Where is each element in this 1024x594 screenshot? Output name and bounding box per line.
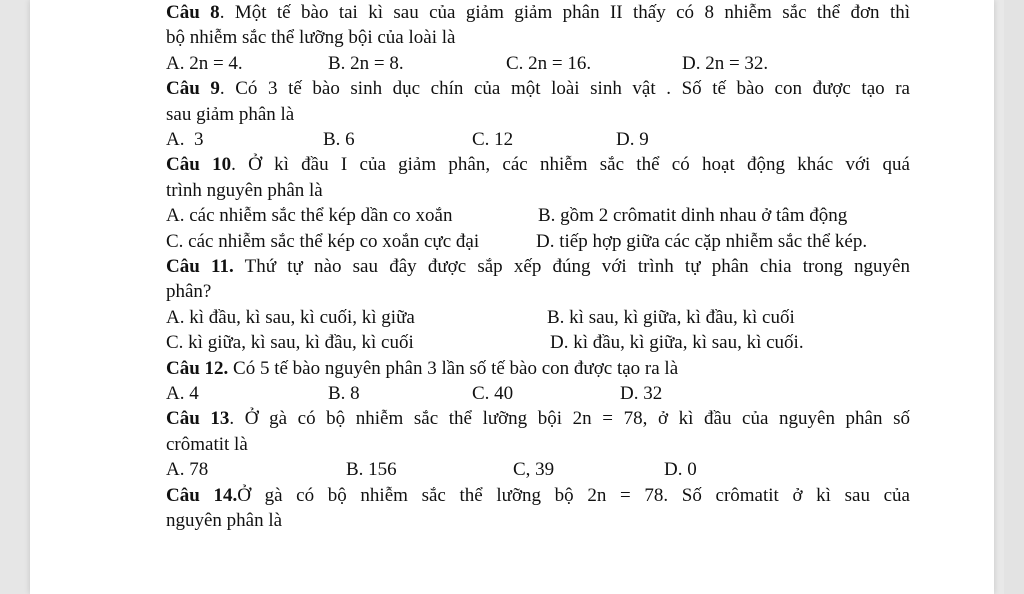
- question-12-text-1: Có 5 tế bào nguyên phân 3 lần số tế bào con được tạo ra là: [228, 357, 679, 379]
- question-12: [166, 356, 910, 407]
- option-a: A. các nhiễm sắc thể kép dần co xoắn: [166, 205, 453, 227]
- question-14-text-1: Ở gà có bộ nhiễm sắc thể lưỡng bộ 2n = 78. Số crômatit ở kì sau của: [237, 484, 910, 506]
- question-11-options-row-1: [166, 305, 910, 330]
- question-12-options: [166, 381, 910, 406]
- question-10-line-1: [166, 152, 910, 177]
- question-10-text-1: . Ở kì đầu I của giảm phân, các nhiễm sắc thể có hoạt động khác với quá: [231, 154, 910, 176]
- option-c: C. 40: [472, 383, 514, 404]
- option-c: C, 39: [513, 459, 555, 481]
- question-11-text-1: Thứ tự nào sau đây được sắp xếp đúng với trình tự phân chia trong nguyên: [233, 256, 910, 277]
- question-10-text-2: trình nguyên phân là: [166, 179, 323, 201]
- option-b: B. 8: [328, 383, 360, 404]
- question-13-text-2: crômatit là: [166, 433, 248, 455]
- option-d: D. kì đầu, kì giữa, kì sau, kì cuối.: [550, 332, 804, 354]
- option-d: D. 2n = 32.: [682, 52, 769, 74]
- question-9-line-1: [166, 76, 910, 101]
- question-9-number: Câu 9: [166, 78, 220, 100]
- question-11-line-1: [166, 254, 910, 279]
- option-a: A. 4: [166, 383, 199, 404]
- document-content: [166, 0, 910, 533]
- question-12-line-1: [166, 356, 910, 381]
- question-11-text-2: phân?: [166, 281, 212, 303]
- option-b: B. 2n = 8.: [328, 52, 404, 74]
- question-11-options-row-2: [166, 330, 910, 355]
- option-a: A. 3: [166, 129, 204, 151]
- question-10: [166, 152, 910, 254]
- right-margin-background: [1004, 0, 1024, 594]
- question-9-text-1: . Có 3 tế bào sinh dục chín của một loài sinh vật . Số tế bào con được tạo ra: [219, 78, 910, 100]
- left-margin-background: [0, 0, 30, 594]
- question-8-line-1: [166, 0, 910, 25]
- question-13-options: [166, 457, 910, 482]
- question-10-number: Câu 10: [166, 154, 232, 176]
- question-12-number: Câu 12.: [166, 357, 229, 379]
- question-14-line-1: [166, 483, 910, 508]
- question-8-options: [166, 51, 910, 76]
- question-8-number: Câu 8: [166, 2, 220, 23]
- question-8-text-2: bộ nhiễm sắc thể lưỡng bội của loài là: [166, 27, 456, 49]
- question-9: [166, 76, 910, 152]
- question-10-options-row-1: [166, 203, 910, 228]
- option-b: B. 6: [323, 129, 355, 151]
- option-c: C. các nhiễm sắc thể kép co xoắn cực đại: [166, 230, 480, 252]
- question-14: [166, 483, 910, 534]
- question-11-number: Câu 11.: [166, 256, 234, 277]
- question-11: [166, 254, 910, 356]
- question-13: [166, 406, 910, 482]
- option-a: A. 2n = 4.: [166, 52, 243, 74]
- option-c: C. 12: [472, 129, 514, 151]
- question-8: [166, 0, 910, 76]
- option-b: B. kì sau, kì giữa, kì đầu, kì cuối: [547, 306, 795, 328]
- option-c: C. 2n = 16.: [506, 52, 592, 74]
- question-14-number: Câu 14.: [166, 484, 238, 506]
- question-13-text-1: . Ở gà có bộ nhiễm sắc thể lưỡng bội 2n = 78, ở kì đầu của nguyên phân số: [229, 408, 910, 430]
- question-14-text-2: nguyên phân là: [166, 510, 283, 531]
- option-b: B. gồm 2 crômatit dinh nhau ở tâm động: [538, 205, 848, 227]
- option-d: D. 0: [664, 459, 697, 481]
- question-10-options-row-2: [166, 229, 910, 254]
- question-13-line-1: [166, 406, 910, 431]
- option-c: C. kì giữa, kì sau, kì đầu, kì cuối: [166, 332, 414, 354]
- option-d: D. 9: [616, 129, 649, 151]
- question-8-text-1: . Một tế bào tai kì sau của giảm giảm phân II thấy có 8 nhiễm sắc thể đơn thì: [219, 2, 910, 23]
- question-9-text-2: sau giảm phân là: [166, 103, 295, 125]
- option-b: B. 156: [346, 459, 397, 481]
- question-9-options: [166, 127, 910, 152]
- question-13-number: Câu 13: [166, 408, 230, 430]
- option-a: A. kì đầu, kì sau, kì cuối, kì giữa: [166, 306, 415, 328]
- option-a: A. 78: [166, 459, 209, 481]
- option-d: D. 32: [620, 383, 663, 404]
- option-d: D. tiếp hợp giữa các cặp nhiễm sắc thể kép.: [536, 230, 868, 252]
